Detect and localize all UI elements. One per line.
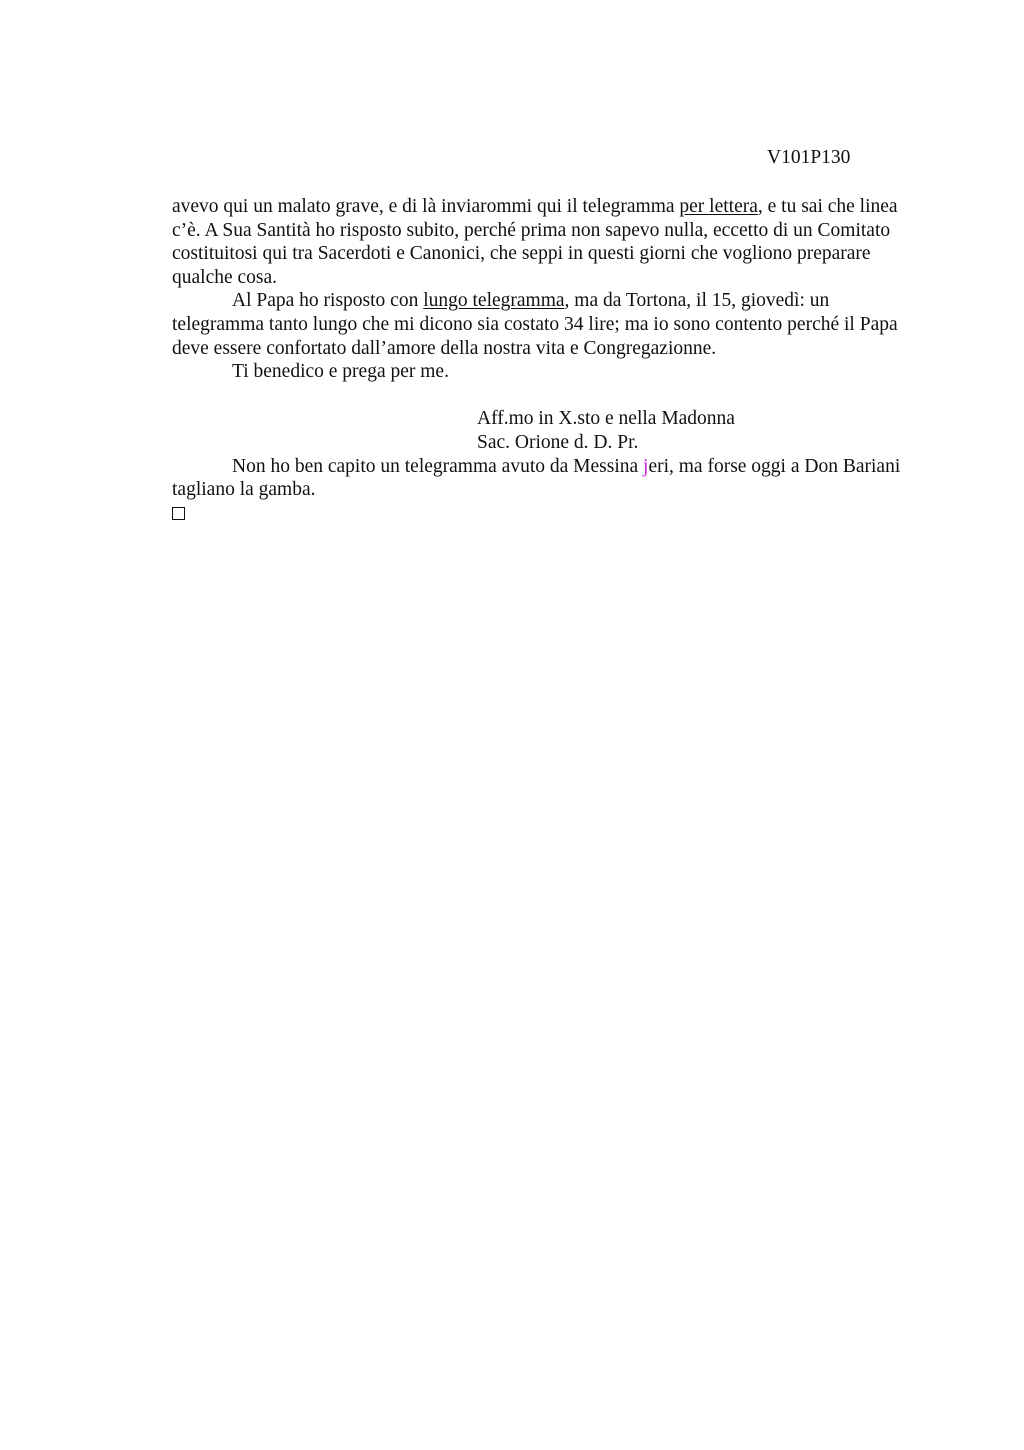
- postscript: [172, 455, 917, 502]
- paragraph-2-text-b: , ma da Tortona, il 15, giovedì: un telegramma tanto lungo che mi dicono sia costato 34 lire; ma io sono contento perché il Papa deve essere confortato dall’amore della nostra vita e Congregazionne.: [172, 290, 898, 359]
- postscript-text-a: Non ho ben capito un telegramma avuto da Messina: [232, 455, 644, 477]
- paragraph-3: Ti benedico e prega per me.: [232, 361, 449, 383]
- letter-body: [172, 195, 917, 526]
- paragraph-2: [172, 289, 917, 360]
- highlighted-letter: j: [643, 455, 649, 477]
- underlined-per-lettera: per lettera: [679, 196, 758, 217]
- signature-block: [477, 407, 917, 454]
- paragraph-2-text-a: Al Papa ho risposto con: [232, 290, 424, 312]
- postscript-text-b: eri, ma forse oggi a Don Bariani tagliano la gamba.: [172, 455, 901, 501]
- signature-line-1: Aff.mo in X.sto e nella Madonna: [477, 408, 735, 430]
- empty-square-icon: [172, 507, 185, 520]
- signature-line-2: Sac. Orione d. D. Pr.: [477, 431, 639, 453]
- page-code: V101P130: [767, 147, 851, 168]
- paragraph-1-text-b: , e tu sai che linea c’è. A Sua Santità ho risposto subito, perché prima non sapevo nulla, eccetto di un Comitato costituitosi qui tra Sacerdoti e Canonici, che seppi in questi giorni che vogliono preparare qualche cosa.: [172, 196, 898, 288]
- underlined-lungo-telegramma: lungo telegramma: [423, 290, 565, 312]
- paragraph-1-text-a: avevo qui un malato grave, e di là inviarommi qui il telegramma: [172, 196, 680, 217]
- paragraph-1: [172, 195, 917, 289]
